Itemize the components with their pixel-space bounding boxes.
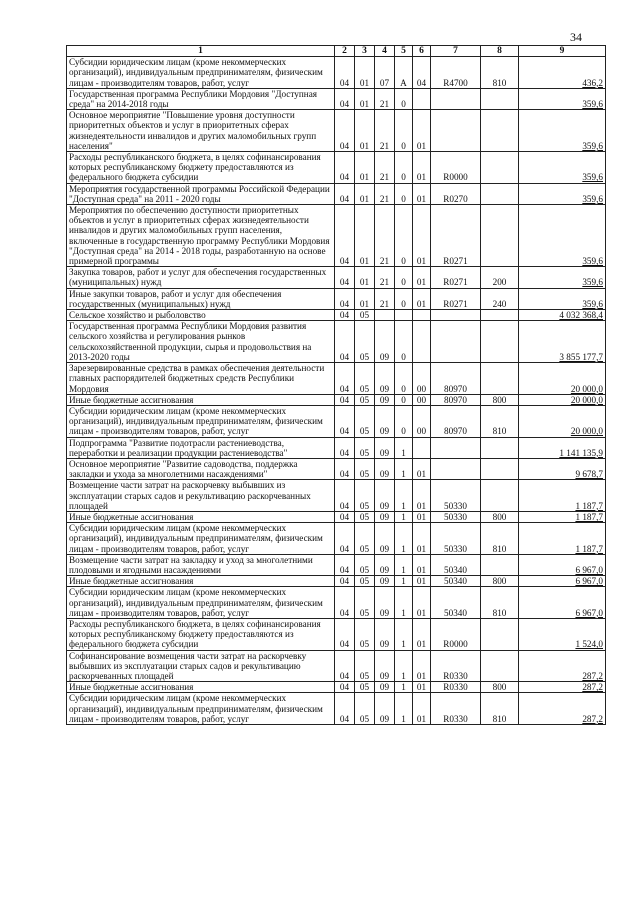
- column-header: 1: [67, 46, 335, 57]
- page-number: 34: [570, 30, 582, 44]
- row-name: Мероприятия государственной программы Российской Федерации "Доступная среда" на 2011 - 2020 годы: [67, 183, 335, 204]
- expense-type-code: 810: [481, 523, 519, 555]
- subsection-code: 01: [355, 288, 375, 309]
- amount-value: 20 000,0: [570, 426, 603, 437]
- program-code: 21: [375, 288, 395, 309]
- expense-type-code: [481, 458, 519, 479]
- program-code: 09: [375, 650, 395, 682]
- row-name: Возмещение части затрат на раскорчевку выбывших из эксплуатации старых садов и рекультивацию раскорчеванных площадей: [67, 480, 335, 512]
- subsection-code: 05: [355, 437, 375, 458]
- table-row: [67, 511, 606, 522]
- program-code: 21: [375, 205, 395, 267]
- subprogram-code: 1: [395, 458, 413, 479]
- row-name: Иные закупки товаров, работ и услуг для обеспечения государственных (муниципальных) нужд: [67, 288, 335, 309]
- table-row: [67, 650, 606, 682]
- table-row: [67, 554, 606, 575]
- amount-cell: [519, 88, 606, 109]
- subsection-code: 05: [355, 523, 375, 555]
- event-code: 01: [413, 682, 431, 693]
- row-name: Иные бюджетные ассигнования: [67, 394, 335, 405]
- event-code: 01: [413, 523, 431, 555]
- amount-cell: [519, 650, 606, 682]
- subprogram-code: 1: [395, 480, 413, 512]
- program-code: 09: [375, 511, 395, 522]
- subprogram-code: 1: [395, 437, 413, 458]
- subprogram-code: 0: [395, 288, 413, 309]
- section-code: 04: [335, 693, 355, 725]
- direction-code: [431, 110, 481, 152]
- program-code: [375, 310, 395, 321]
- amount-cell: [519, 267, 606, 288]
- section-code: 04: [335, 576, 355, 587]
- subsection-code: 05: [355, 682, 375, 693]
- amount-value: 1 187,7: [575, 511, 603, 522]
- subprogram-code: А: [395, 57, 413, 89]
- amount-value: 1 141 135,9: [559, 447, 603, 458]
- section-code: 04: [335, 288, 355, 309]
- event-code: 01: [413, 183, 431, 204]
- amount-cell: [519, 310, 606, 321]
- row-name: Софинансирование возмещения части затрат на раскорчевку выбывших из эксплуатации старых садов и рекультивацию раскорчеванных площадей: [67, 650, 335, 682]
- row-name: Основное мероприятие "Развитие садоводства, поддержка закладки и ухода за многолетними насаждениями": [67, 458, 335, 479]
- expense-type-code: [481, 152, 519, 184]
- direction-code: [431, 458, 481, 479]
- amount-value: 359,6: [582, 99, 603, 110]
- direction-code: [431, 88, 481, 109]
- amount-value: 359,6: [582, 256, 603, 267]
- section-code: 04: [335, 554, 355, 575]
- subprogram-code: 1: [395, 523, 413, 555]
- program-code: 09: [375, 321, 395, 363]
- table-row: [67, 310, 606, 321]
- amount-cell: [519, 405, 606, 437]
- amount-value: 359,6: [582, 172, 603, 183]
- amount-cell: [519, 693, 606, 725]
- column-number-row: [67, 46, 606, 57]
- program-code: 09: [375, 693, 395, 725]
- subprogram-code: 0: [395, 205, 413, 267]
- subsection-code: 01: [355, 110, 375, 152]
- section-code: 04: [335, 110, 355, 152]
- program-code: 21: [375, 110, 395, 152]
- program-code: 09: [375, 394, 395, 405]
- program-code: 21: [375, 183, 395, 204]
- subprogram-code: 1: [395, 554, 413, 575]
- section-code: 04: [335, 267, 355, 288]
- amount-cell: [519, 511, 606, 522]
- column-header: 6: [413, 46, 431, 57]
- table-row: [67, 288, 606, 309]
- event-code: [413, 437, 431, 458]
- row-name: Государственная программа Республики Мордовия развития сельского хозяйства и регулирования рынков сельскохозяйственной продукции, сырья и продовольствия на 2013-2020 годы: [67, 321, 335, 363]
- subprogram-code: 0: [395, 363, 413, 395]
- amount-cell: [519, 152, 606, 184]
- amount-value: 287,2: [582, 682, 603, 693]
- section-code: 04: [335, 57, 355, 89]
- event-code: 01: [413, 288, 431, 309]
- row-name: Субсидии юридическим лицам (кроме некоммерческих организаций), индивидуальным предпринимателям, физическим лицам - производителям товаров, работ, услуг: [67, 587, 335, 619]
- row-name: Субсидии юридическим лицам (кроме некоммерческих организаций), индивидуальным предпринимателям, физическим лицам - производителям товаров, работ, услуг: [67, 57, 335, 89]
- amount-cell: [519, 458, 606, 479]
- program-code: 09: [375, 480, 395, 512]
- direction-code: 50340: [431, 576, 481, 587]
- section-code: 04: [335, 321, 355, 363]
- event-code: 01: [413, 693, 431, 725]
- program-code: 07: [375, 57, 395, 89]
- section-code: 04: [335, 394, 355, 405]
- table-row: [67, 394, 606, 405]
- table-row: [67, 618, 606, 650]
- program-code: 09: [375, 554, 395, 575]
- event-code: [413, 310, 431, 321]
- expense-type-code: 800: [481, 682, 519, 693]
- event-code: 01: [413, 480, 431, 512]
- subprogram-code: 1: [395, 693, 413, 725]
- subsection-code: 05: [355, 554, 375, 575]
- column-header: 3: [355, 46, 375, 57]
- amount-cell: [519, 110, 606, 152]
- amount-value: 359,6: [582, 140, 603, 151]
- program-code: 21: [375, 152, 395, 184]
- section-code: 04: [335, 405, 355, 437]
- direction-code: 50340: [431, 554, 481, 575]
- program-code: 09: [375, 523, 395, 555]
- direction-code: R0270: [431, 183, 481, 204]
- subprogram-code: 0: [395, 267, 413, 288]
- event-code: 00: [413, 394, 431, 405]
- expense-type-code: [481, 363, 519, 395]
- expense-type-code: [481, 183, 519, 204]
- table-row: [67, 587, 606, 619]
- expense-type-code: [481, 554, 519, 575]
- section-code: 04: [335, 587, 355, 619]
- direction-code: R0271: [431, 267, 481, 288]
- subsection-code: 05: [355, 587, 375, 619]
- row-name: Подпрограмма "Развитие подотрасли растениеводства, переработки и реализации продукции растениеводства": [67, 437, 335, 458]
- program-code: 09: [375, 576, 395, 587]
- program-code: 09: [375, 587, 395, 619]
- section-code: 04: [335, 205, 355, 267]
- expense-type-code: 800: [481, 576, 519, 587]
- row-name: Субсидии юридическим лицам (кроме некоммерческих организаций), индивидуальным предпринимателям, физическим лицам - производителям товаров, работ, услуг: [67, 693, 335, 725]
- amount-value: 359,6: [582, 277, 603, 288]
- amount-value: 6 967,0: [575, 576, 603, 587]
- subprogram-code: 1: [395, 587, 413, 619]
- direction-code: R4700: [431, 57, 481, 89]
- subprogram-code: 0: [395, 405, 413, 437]
- subsection-code: 05: [355, 405, 375, 437]
- table-row: [67, 405, 606, 437]
- table-row: [67, 363, 606, 395]
- expense-type-code: [481, 437, 519, 458]
- amount-value: 6 967,0: [575, 607, 603, 618]
- direction-code: 50330: [431, 523, 481, 555]
- amount-cell: [519, 480, 606, 512]
- event-code: 01: [413, 650, 431, 682]
- row-name: Расходы республиканского бюджета, в целях софинансирования которых республиканскому бюджету предоставляются из федерального бюджета субсидии: [67, 618, 335, 650]
- expense-type-code: [481, 321, 519, 363]
- table-row: [67, 267, 606, 288]
- direction-code: 80970: [431, 394, 481, 405]
- direction-code: R0000: [431, 152, 481, 184]
- amount-cell: [519, 394, 606, 405]
- program-code: 09: [375, 437, 395, 458]
- subsection-code: 01: [355, 205, 375, 267]
- program-code: 09: [375, 363, 395, 395]
- column-header: 9: [519, 46, 606, 57]
- subsection-code: 05: [355, 511, 375, 522]
- program-code: 09: [375, 458, 395, 479]
- program-code: 21: [375, 267, 395, 288]
- amount-cell: [519, 57, 606, 89]
- row-name: Иные бюджетные ассигнования: [67, 576, 335, 587]
- subsection-code: 05: [355, 693, 375, 725]
- expense-type-code: [481, 88, 519, 109]
- table-row: [67, 110, 606, 152]
- direction-code: R0000: [431, 618, 481, 650]
- event-code: 01: [413, 587, 431, 619]
- section-code: 04: [335, 152, 355, 184]
- expense-type-code: 240: [481, 288, 519, 309]
- expense-type-code: 800: [481, 511, 519, 522]
- section-code: 04: [335, 480, 355, 512]
- expense-type-code: [481, 205, 519, 267]
- subprogram-code: 1: [395, 576, 413, 587]
- expense-type-code: [481, 310, 519, 321]
- direction-code: 50340: [431, 587, 481, 619]
- subsection-code: 01: [355, 57, 375, 89]
- event-code: 00: [413, 363, 431, 395]
- subprogram-code: 1: [395, 618, 413, 650]
- amount-value: 287,2: [582, 713, 603, 724]
- subsection-code: 05: [355, 458, 375, 479]
- amount-value: 1 187,7: [575, 543, 603, 554]
- column-header: 4: [375, 46, 395, 57]
- direction-code: R0330: [431, 693, 481, 725]
- subprogram-code: 1: [395, 650, 413, 682]
- amount-value: 1 524,0: [575, 639, 603, 650]
- expense-type-code: 810: [481, 587, 519, 619]
- section-code: 04: [335, 88, 355, 109]
- expense-type-code: 810: [481, 693, 519, 725]
- direction-code: R0330: [431, 650, 481, 682]
- subsection-code: 05: [355, 310, 375, 321]
- section-code: 04: [335, 650, 355, 682]
- amount-value: 20 000,0: [570, 383, 603, 394]
- section-code: 04: [335, 363, 355, 395]
- expense-type-code: [481, 480, 519, 512]
- section-code: 04: [335, 310, 355, 321]
- budget-table: [66, 45, 606, 725]
- direction-code: [431, 321, 481, 363]
- subprogram-code: 1: [395, 511, 413, 522]
- subprogram-code: 0: [395, 394, 413, 405]
- row-name: Субсидии юридическим лицам (кроме некоммерческих организаций), индивидуальным предпринимателям, физическим лицам - производителям товаров, работ, услуг: [67, 523, 335, 555]
- subsection-code: 05: [355, 650, 375, 682]
- column-header: 8: [481, 46, 519, 57]
- expense-type-code: 200: [481, 267, 519, 288]
- direction-code: R0330: [431, 682, 481, 693]
- row-name: Закупка товаров, работ и услуг для обеспечения государственных (муниципальных) нужд: [67, 267, 335, 288]
- event-code: 01: [413, 267, 431, 288]
- direction-code: 50330: [431, 511, 481, 522]
- event-code: 01: [413, 152, 431, 184]
- amount-value: 6 967,0: [575, 564, 603, 575]
- subsection-code: 05: [355, 321, 375, 363]
- section-code: 04: [335, 437, 355, 458]
- event-code: 00: [413, 405, 431, 437]
- table-row: [67, 88, 606, 109]
- direction-code: R0271: [431, 288, 481, 309]
- row-name: Расходы республиканского бюджета, в целях софинансирования которых республиканскому бюджету предоставляются из федерального бюджета субсидии: [67, 152, 335, 184]
- section-code: 04: [335, 523, 355, 555]
- subprogram-code: [395, 310, 413, 321]
- event-code: [413, 321, 431, 363]
- program-code: 09: [375, 618, 395, 650]
- section-code: 04: [335, 458, 355, 479]
- direction-code: 80970: [431, 405, 481, 437]
- table-row: [67, 523, 606, 555]
- row-name: Основное мероприятие "Повышение уровня доступности приоритетных объектов и услуг в приоритетных сферах жизнедеятельности инвалидов и других маломобильных групп населения": [67, 110, 335, 152]
- table-row: [67, 57, 606, 89]
- expense-type-code: [481, 650, 519, 682]
- direction-code: [431, 437, 481, 458]
- table-body: [67, 57, 606, 725]
- table-row: [67, 152, 606, 184]
- direction-code: 80970: [431, 363, 481, 395]
- event-code: 04: [413, 57, 431, 89]
- subprogram-code: 0: [395, 321, 413, 363]
- direction-code: 50330: [431, 480, 481, 512]
- program-code: 09: [375, 682, 395, 693]
- subsection-code: 05: [355, 576, 375, 587]
- amount-value: 436,2: [582, 77, 603, 88]
- row-name: Иные бюджетные ассигнования: [67, 511, 335, 522]
- amount-value: 359,6: [582, 298, 603, 309]
- amount-value: 3 855 177,7: [559, 351, 603, 362]
- row-name: Зарезервированные средства в рамках обеспечения деятельности главных распорядителей бюджетных средств Республики Мордовия: [67, 363, 335, 395]
- amount-value: 359,6: [582, 193, 603, 204]
- subsection-code: 05: [355, 618, 375, 650]
- table-row: [67, 183, 606, 204]
- column-header: 5: [395, 46, 413, 57]
- amount-value: 9 678,7: [575, 469, 603, 480]
- section-code: 04: [335, 682, 355, 693]
- subprogram-code: 0: [395, 152, 413, 184]
- amount-value: 20 000,0: [570, 394, 603, 405]
- table-row: [67, 682, 606, 693]
- amount-cell: [519, 288, 606, 309]
- section-code: 04: [335, 511, 355, 522]
- subsection-code: 01: [355, 88, 375, 109]
- amount-cell: [519, 321, 606, 363]
- amount-cell: [519, 437, 606, 458]
- amount-cell: [519, 576, 606, 587]
- amount-cell: [519, 618, 606, 650]
- amount-value: 287,2: [582, 670, 603, 681]
- table-row: [67, 458, 606, 479]
- direction-code: R0271: [431, 205, 481, 267]
- direction-code: [431, 310, 481, 321]
- table-row: [67, 437, 606, 458]
- subsection-code: 05: [355, 394, 375, 405]
- row-name: Сельское хозяйство и рыболовство: [67, 310, 335, 321]
- amount-cell: [519, 205, 606, 267]
- row-name: Иные бюджетные ассигнования: [67, 682, 335, 693]
- row-name: Возмещение части затрат на закладку и уход за многолетними плодовыми и ягодными насаждениями: [67, 554, 335, 575]
- table-row: [67, 321, 606, 363]
- column-header: 7: [431, 46, 481, 57]
- row-name: Субсидии юридическим лицам (кроме некоммерческих организаций), индивидуальным предпринимателям, физическим лицам - производителям товаров, работ, услуг: [67, 405, 335, 437]
- expense-type-code: 800: [481, 394, 519, 405]
- event-code: 01: [413, 110, 431, 152]
- expense-type-code: 810: [481, 405, 519, 437]
- table-row: [67, 693, 606, 725]
- amount-value: 1 187,7: [575, 500, 603, 511]
- section-code: 04: [335, 183, 355, 204]
- amount-cell: [519, 554, 606, 575]
- amount-cell: [519, 183, 606, 204]
- event-code: 01: [413, 205, 431, 267]
- amount-cell: [519, 523, 606, 555]
- event-code: [413, 88, 431, 109]
- program-code: 21: [375, 88, 395, 109]
- amount-cell: [519, 682, 606, 693]
- expense-type-code: 810: [481, 57, 519, 89]
- program-code: 09: [375, 405, 395, 437]
- event-code: 01: [413, 618, 431, 650]
- amount-cell: [519, 587, 606, 619]
- amount-value: 4 032 368,4: [559, 310, 603, 321]
- expense-type-code: [481, 618, 519, 650]
- subprogram-code: 0: [395, 110, 413, 152]
- subsection-code: 05: [355, 480, 375, 512]
- expense-type-code: [481, 110, 519, 152]
- table-row: [67, 576, 606, 587]
- subsection-code: 05: [355, 363, 375, 395]
- table-row: [67, 480, 606, 512]
- event-code: 01: [413, 458, 431, 479]
- row-name: Мероприятия по обеспечению доступности приоритетных объектов и услуг в приоритетных сферах жизнедеятельности инвалидов и других маломобильных групп населения, включенные в государственную программу Республики Мордовия "Доступная среда" на 2014 - 2018 годы, разработанную на основе примерной программы: [67, 205, 335, 267]
- subprogram-code: 1: [395, 682, 413, 693]
- row-name: Государственная программа Республики Мордовия "Доступная среда" на 2014-2018 годы: [67, 88, 335, 109]
- subsection-code: 01: [355, 183, 375, 204]
- section-code: 04: [335, 618, 355, 650]
- event-code: 01: [413, 511, 431, 522]
- subsection-code: 01: [355, 152, 375, 184]
- subprogram-code: 0: [395, 183, 413, 204]
- subsection-code: 01: [355, 267, 375, 288]
- column-header: 2: [335, 46, 355, 57]
- event-code: 01: [413, 554, 431, 575]
- amount-cell: [519, 363, 606, 395]
- subprogram-code: 0: [395, 88, 413, 109]
- table-row: [67, 205, 606, 267]
- event-code: 01: [413, 576, 431, 587]
